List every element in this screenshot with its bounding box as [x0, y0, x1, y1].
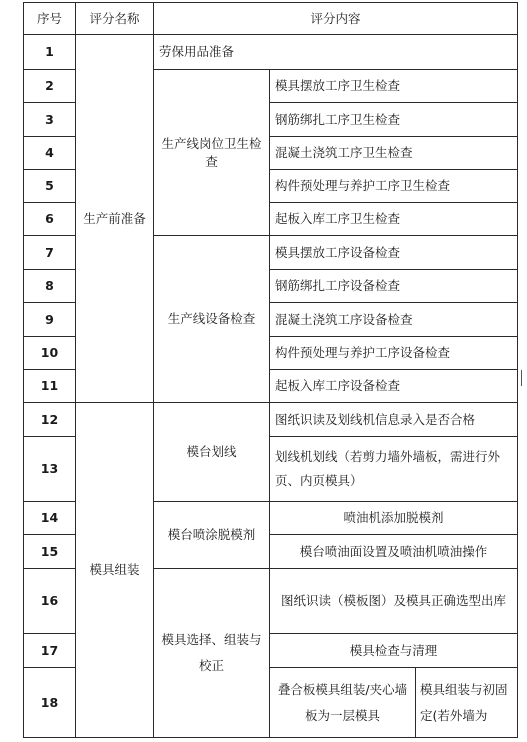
row-number: 4	[24, 137, 76, 170]
header-content: 评分内容	[154, 3, 518, 35]
header-row	[24, 3, 518, 35]
subgroup-platform-spraying: 模台喷涂脱模剂	[154, 502, 270, 569]
header-seq: 序号	[24, 3, 76, 35]
item-spraying: 模台喷油面设置及喷油机喷油操作	[270, 535, 518, 569]
item-hygiene: 混凝土浇筑工序卫生检查	[270, 137, 518, 170]
row-number: 14	[24, 502, 76, 535]
item-hygiene: 起板入库工序卫生检查	[270, 203, 518, 236]
row-number: 8	[24, 270, 76, 303]
row-number: 7	[24, 236, 76, 270]
row-number: 17	[24, 634, 76, 668]
row-number: 3	[24, 103, 76, 137]
table-row	[24, 35, 518, 70]
item-selection: 叠合板模具组装/夹心墙板为一层模具	[270, 668, 416, 738]
subgroup-line-equipment: 生产线设备检查	[154, 236, 270, 403]
row-number: 1	[24, 35, 76, 70]
row-number: 15	[24, 535, 76, 569]
item-equipment: 构件预处理与养护工序设备检查	[270, 337, 518, 370]
item-marking: 划线机划线（若剪力墙外墙板，需进行外页、内页模具）	[270, 437, 518, 502]
item-marking: 图纸识读及划线机信息录入是否合格	[270, 403, 518, 437]
score-table	[23, 2, 518, 738]
item-equipment: 钢筋绑扎工序设备检查	[270, 270, 518, 303]
item-labor-protection: 劳保用品准备	[154, 35, 518, 70]
row-number: 13	[24, 437, 76, 502]
item-hygiene: 模具摆放工序卫生检查	[270, 70, 518, 103]
item-equipment: 混凝土浇筑工序设备检查	[270, 303, 518, 337]
row-number: 2	[24, 70, 76, 103]
item-equipment: 模具摆放工序设备检查	[270, 236, 518, 270]
row-number: 18	[24, 668, 76, 738]
row-number: 16	[24, 569, 76, 634]
subgroup-line-hygiene: 生产线岗位卫生检查	[154, 70, 270, 236]
header-name: 评分名称	[76, 3, 154, 35]
group-pre-production: 生产前准备	[76, 35, 154, 403]
item-hygiene: 钢筋绑扎工序卫生检查	[270, 103, 518, 137]
row-number: 9	[24, 303, 76, 337]
row-number: 11	[24, 370, 76, 403]
item-equipment: 起板入库工序设备检查	[270, 370, 518, 403]
row-number: 5	[24, 170, 76, 203]
page-edge-mark	[521, 370, 522, 386]
subgroup-platform-marking: 模台划线	[154, 403, 270, 502]
table-row	[24, 403, 518, 437]
row-number: 10	[24, 337, 76, 370]
group-mold-assembly: 模具组装	[76, 403, 154, 738]
item-hygiene: 构件预处理与养护工序卫生检查	[270, 170, 518, 203]
row-number: 12	[24, 403, 76, 437]
item-selection: 模具检查与清理	[270, 634, 518, 668]
row-number: 6	[24, 203, 76, 236]
item-selection: 图纸识读（模板图）及模具正确选型出库	[270, 569, 518, 634]
subgroup-mold-selection: 模具选择、组装与校正	[154, 569, 270, 738]
item-selection: 模具组装与初固定(若外墙为	[416, 668, 518, 738]
item-spraying: 喷油机添加脱模剂	[270, 502, 518, 535]
